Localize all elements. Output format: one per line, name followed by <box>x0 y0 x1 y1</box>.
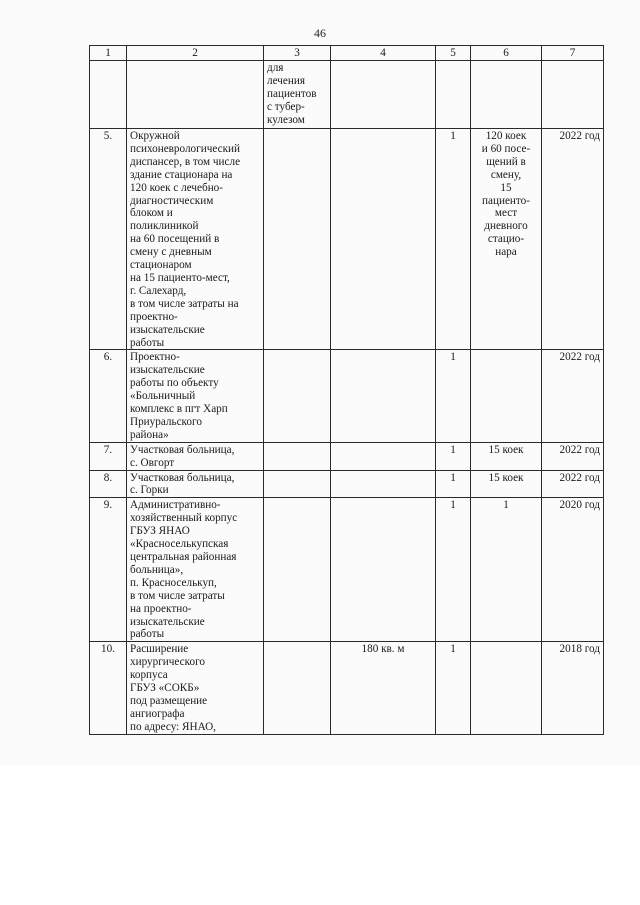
facility-name-line: работы по объекту <box>130 377 219 390</box>
facility-name-line: хирургического <box>130 656 205 669</box>
area-cell: 180 кв. м <box>331 642 436 734</box>
purpose-cell <box>264 442 331 470</box>
facility-name-line: смену с дневным <box>130 246 212 259</box>
facility-name-line: Административно- <box>130 499 221 512</box>
capacity-line: 15 коек <box>488 471 524 484</box>
capacity-line: пациенто- <box>482 194 530 207</box>
capacity-line: 1 <box>503 499 509 512</box>
facility-name-line: Приуральского <box>130 415 202 428</box>
facility-name-cell <box>127 61 264 129</box>
facility-name-line: с. Горки <box>130 484 169 497</box>
row-number-cell: 9. <box>90 498 127 642</box>
scan-bottom-margin <box>0 765 640 905</box>
facility-name-line: Участковая больница, <box>130 443 235 456</box>
year-cell <box>542 61 604 129</box>
header-cell-4: 4 <box>331 46 436 61</box>
facility-name-line: диагностическим <box>130 194 214 207</box>
capacity-line: щений в <box>486 155 526 168</box>
facility-name-line: района» <box>130 428 169 441</box>
purpose-line: пациентов <box>267 87 317 100</box>
facility-name-cell <box>127 642 264 734</box>
facility-name-line: Расширение <box>130 643 189 656</box>
capacity-line: 120 коек <box>485 130 527 142</box>
purpose-cell <box>264 129 331 350</box>
area-cell <box>331 61 436 129</box>
year-cell: 2022 год <box>542 470 604 498</box>
year-cell: 2020 год <box>542 498 604 642</box>
facility-name-line: на 15 пациенто-мест, <box>130 271 230 284</box>
capacity-line: мест <box>494 207 518 220</box>
facility-name-cell <box>127 498 264 642</box>
table-row <box>90 642 604 734</box>
facility-name-cell <box>127 350 264 442</box>
facility-name-line: Окружной <box>130 130 180 142</box>
table-row <box>90 350 604 442</box>
row-number-cell <box>90 61 127 129</box>
table-row <box>90 129 604 350</box>
capacity-line: и 60 посе- <box>481 142 531 155</box>
facility-name-line: по адресу: ЯНАО, <box>130 720 216 733</box>
facility-name-line: под размещение <box>130 694 208 707</box>
area-cell <box>331 470 436 498</box>
facility-name-cell <box>127 470 264 498</box>
facility-name-line: работы <box>130 628 165 641</box>
capacity-line: дневного <box>484 220 528 233</box>
purpose-line: кулезом <box>267 113 305 126</box>
quantity-cell: 1 <box>436 642 471 734</box>
quantity-cell: 1 <box>436 350 471 442</box>
capacity-cell <box>471 350 542 442</box>
facility-name-line: диспансер, в том числе <box>130 155 241 168</box>
table-header <box>90 46 604 61</box>
purpose-line: с тубер- <box>267 100 305 113</box>
facility-name-line: центральная районная <box>130 551 237 563</box>
facility-name-line: изыскательские <box>130 323 205 336</box>
facility-name-line: изыскательские <box>130 364 205 377</box>
header-cell-5: 5 <box>436 46 471 61</box>
row-number-cell: 10. <box>90 642 127 734</box>
header-cell-3: 3 <box>264 46 331 61</box>
facility-name-line: корпуса <box>130 669 168 682</box>
header-cell-1: 1 <box>90 46 127 61</box>
capacity-cell <box>471 61 542 129</box>
purpose-cell <box>264 61 331 129</box>
facilities-table <box>89 45 604 735</box>
facility-name-line: изыскательские <box>130 615 205 628</box>
facility-name-line: «Красноселькупская <box>130 538 229 551</box>
capacity-cell <box>471 442 542 470</box>
header-row <box>90 46 604 61</box>
facility-name-line: блоком и <box>130 207 173 220</box>
facility-name-line: п. Красноселькуп, <box>130 576 217 589</box>
row-number-cell: 8. <box>90 470 127 498</box>
capacity-line: нара <box>495 246 517 259</box>
facility-name-line: ГБУЗ «СОКБ» <box>130 682 200 695</box>
facility-name-cell <box>127 442 264 470</box>
table-body <box>90 61 604 735</box>
year-cell: 2018 год <box>542 642 604 734</box>
facility-name-line: проектно- <box>130 310 178 323</box>
table-row <box>90 470 604 498</box>
area-cell <box>331 442 436 470</box>
facility-name-line: комплекс в пгт Харп <box>130 403 228 416</box>
row-number-cell: 7. <box>90 442 127 470</box>
facility-name-line: работы <box>130 336 165 349</box>
purpose-cell <box>264 350 331 442</box>
facility-name-line: поликлиникой <box>130 220 199 233</box>
facility-name-line: больница», <box>130 563 184 576</box>
capacity-line: стацио- <box>487 233 525 246</box>
header-cell-6: 6 <box>471 46 542 61</box>
header-cell-7: 7 <box>542 46 604 61</box>
facility-name-line: «Больничный <box>130 390 196 403</box>
year-cell: 2022 год <box>542 442 604 470</box>
facility-name-line: Участковая больница, <box>130 471 235 484</box>
area-cell <box>331 498 436 642</box>
capacity-cell <box>471 498 542 642</box>
facility-name-line: Проектно- <box>130 351 180 364</box>
facility-name-line: стационаром <box>130 259 192 272</box>
quantity-cell: 1 <box>436 129 471 350</box>
capacity-line: смену, <box>490 168 522 181</box>
facility-name-line: ангиографа <box>130 707 185 720</box>
facility-name-line: 120 коек с лечебно- <box>130 181 223 194</box>
purpose-cell <box>264 642 331 734</box>
purpose-line: лечения <box>267 74 305 87</box>
table-row <box>90 498 604 642</box>
year-cell: 2022 год <box>542 350 604 442</box>
capacity-cell <box>471 642 542 734</box>
quantity-cell: 1 <box>436 470 471 498</box>
facility-name-line: с. Овгорт <box>130 456 175 469</box>
quantity-cell: 1 <box>436 498 471 642</box>
facility-name-line: ГБУЗ ЯНАО <box>130 525 190 538</box>
capacity-cell <box>471 129 542 350</box>
year-cell: 2022 год <box>542 129 604 350</box>
facility-name-line: в том числе затраты на <box>130 297 239 310</box>
row-number-cell: 6. <box>90 350 127 442</box>
facility-name-line: на проектно- <box>130 602 192 615</box>
facility-name-line: хозяйственный корпус <box>130 512 238 525</box>
capacity-line: 15 <box>500 181 512 194</box>
header-cell-2: 2 <box>127 46 264 61</box>
row-number-cell: 5. <box>90 129 127 350</box>
table-row <box>90 61 604 129</box>
quantity-cell: 1 <box>436 442 471 470</box>
facility-name-line: психоневрологический <box>130 142 240 155</box>
purpose-line: для <box>267 62 284 74</box>
facility-name-line: здание стационара на <box>130 168 233 181</box>
capacity-line: 15 коек <box>488 443 524 456</box>
area-cell <box>331 129 436 350</box>
facility-name-line: на 60 посещений в <box>130 233 220 246</box>
capacity-cell <box>471 470 542 498</box>
table-row <box>90 442 604 470</box>
facility-name-line: в том числе затраты <box>130 589 225 602</box>
facility-name-line: г. Салехард, <box>130 284 187 297</box>
quantity-cell <box>436 61 471 129</box>
purpose-cell <box>264 470 331 498</box>
facility-name-cell <box>127 129 264 350</box>
area-cell <box>331 350 436 442</box>
purpose-cell <box>264 498 331 642</box>
page-number: 46 <box>314 26 326 40</box>
